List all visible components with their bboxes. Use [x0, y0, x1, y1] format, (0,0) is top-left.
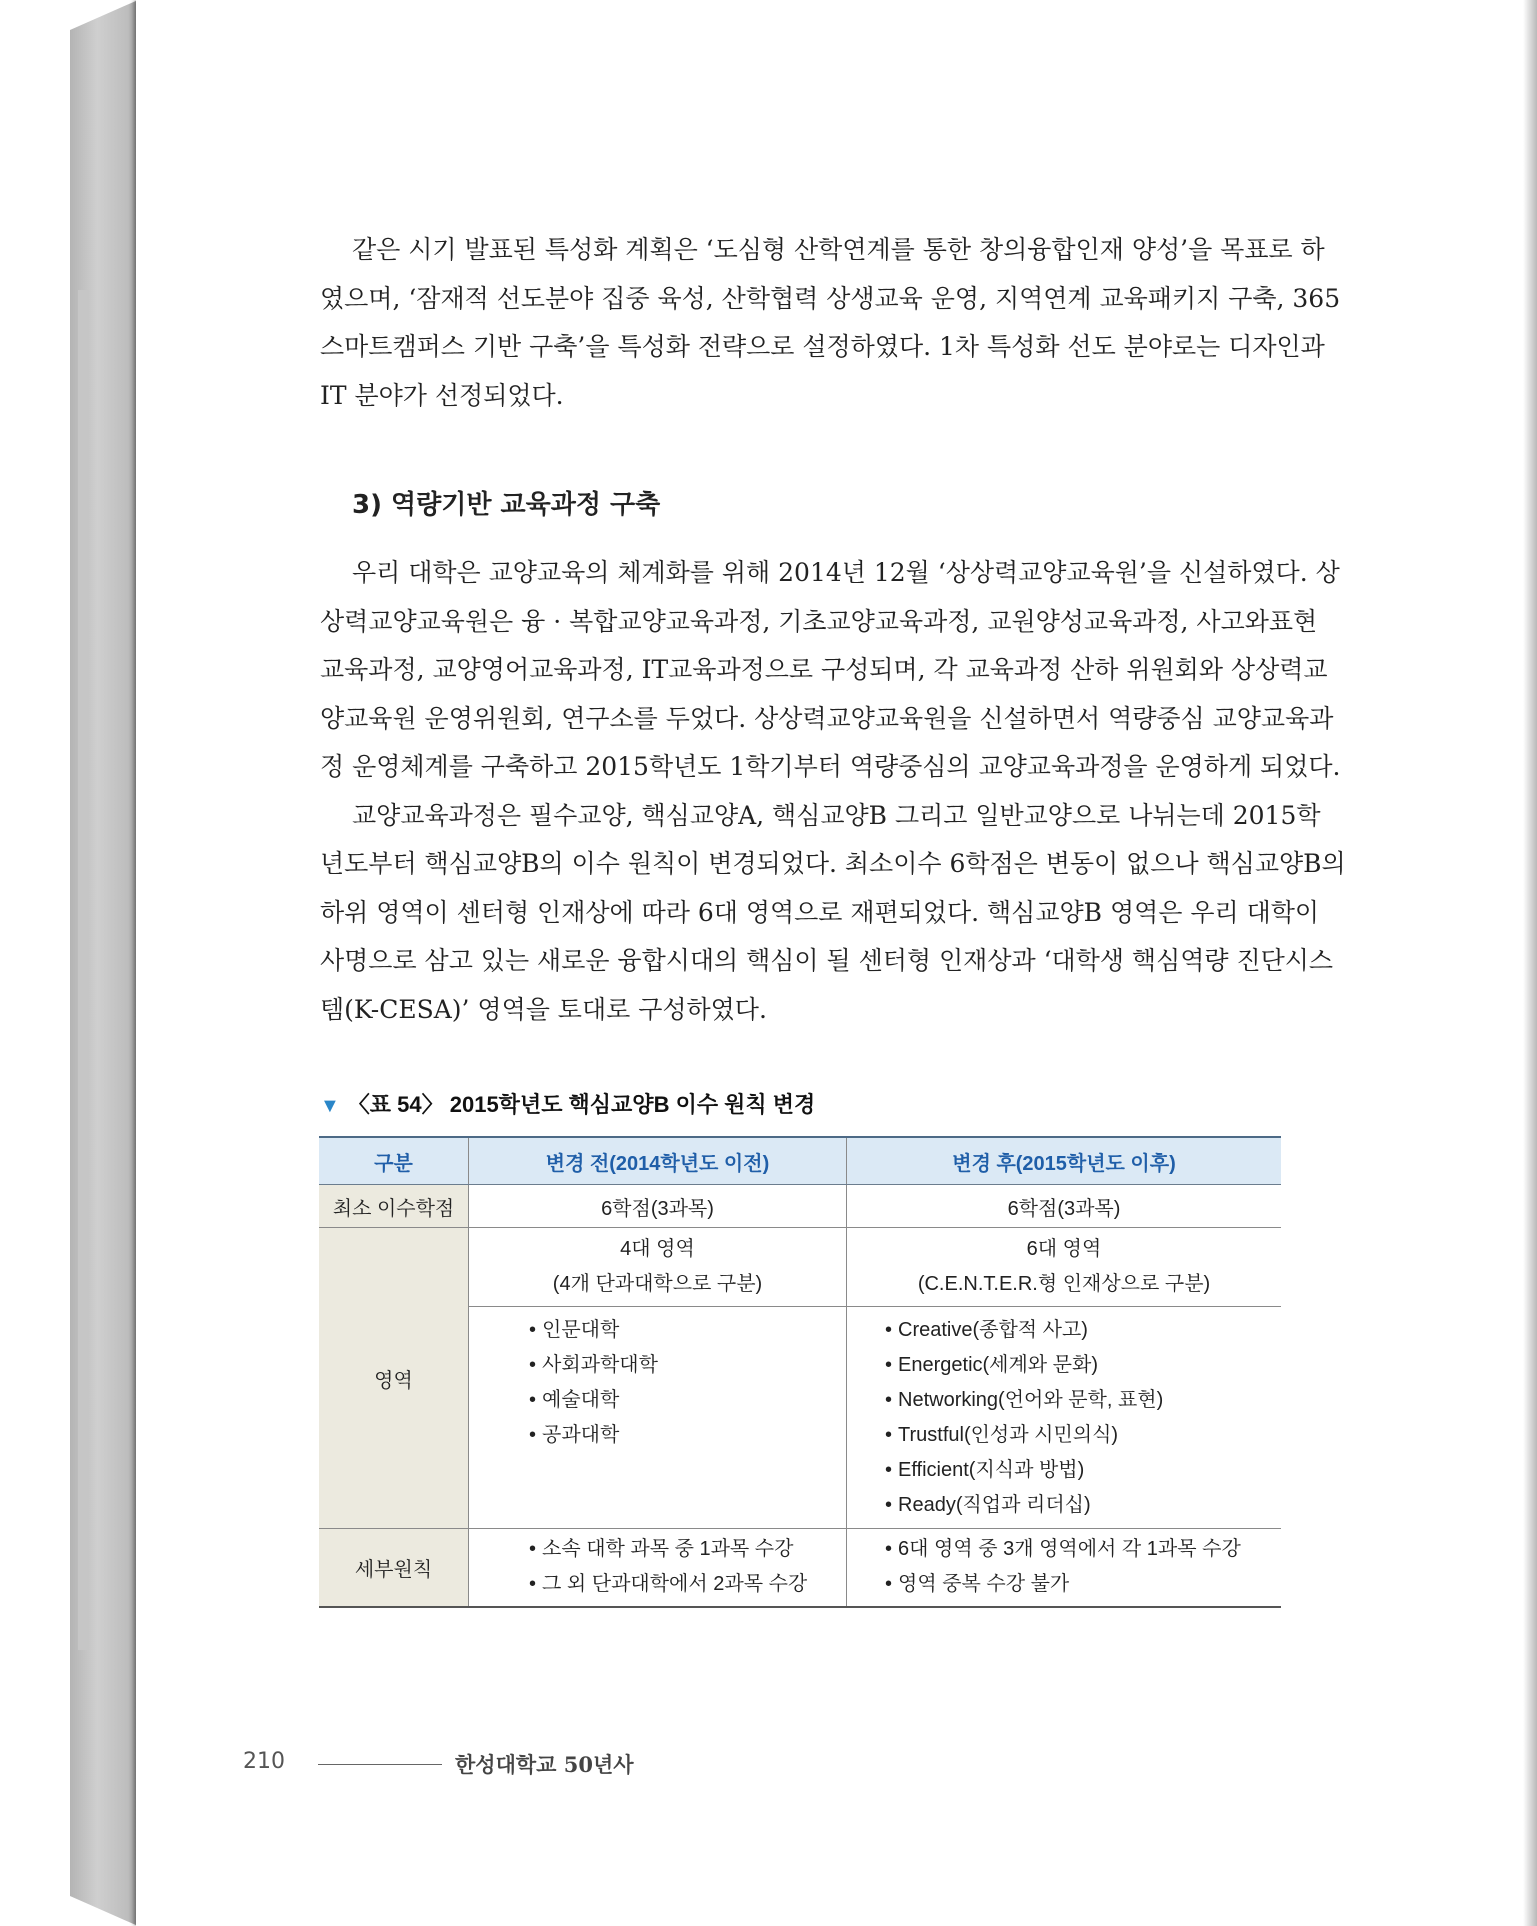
text-line: 교육과정, 교양영어교육과정, IT교육과정으로 구성되며, 각 교육과정 산하 위원회와 상상력교	[320, 655, 1328, 684]
table-cell	[469, 1228, 847, 1307]
table-cell	[469, 1529, 847, 1607]
table-cell	[847, 1307, 1282, 1529]
table-row	[319, 1185, 1281, 1228]
header-after: 변경 후(2015학년도 이후)	[847, 1137, 1282, 1185]
list-item: • Energetic(세계와 문화)	[885, 1348, 1281, 1383]
list-item: • Creative(종합적 사고)	[885, 1313, 1281, 1348]
page-number: 210	[243, 1749, 285, 1774]
section-paragraph	[320, 549, 1346, 1034]
table-caption	[320, 1088, 815, 1119]
table-cell: 6학점(3과목)	[469, 1185, 847, 1228]
text-line: 년도부터 핵심교양B의 이수 원칙이 변경되었다. 최소이수 6학점은 변동이 없으나 핵심교양B의	[320, 849, 1346, 878]
footer-divider	[318, 1764, 442, 1765]
list-item: • 사회과학대학	[529, 1348, 846, 1383]
triangle-down-icon: ▼	[320, 1095, 340, 1117]
bullet-list	[529, 1313, 846, 1453]
text-line: 우리 대학은 교양교육의 체계화를 위해 2014년 12월 ‘상상력교양교육원’을 신설하였다. 상	[352, 558, 1340, 587]
list-item: • 공과대학	[529, 1418, 846, 1453]
table-cell	[847, 1529, 1282, 1607]
list-item: • Efficient(지식과 방법)	[885, 1453, 1281, 1488]
list-item: • 6대 영역 중 3개 영역에서 각 1과목 수강	[885, 1532, 1281, 1567]
list-item: • Networking(언어와 문학, 표현)	[885, 1383, 1281, 1418]
text-line: 사명으로 삼고 있는 새로운 융합시대의 핵심이 될 센터형 인재상과 ‘대학생 핵심역량 진단시스	[320, 946, 1334, 975]
header-before: 변경 전(2014학년도 이전)	[469, 1137, 847, 1185]
credit-rule-table	[319, 1136, 1281, 1608]
table-row	[319, 1228, 1281, 1307]
bullet-list	[885, 1313, 1281, 1523]
cell-line: (C.E.N.T.E.R.형 인재상으로 구분)	[917, 1273, 1211, 1295]
bullet-list	[885, 1532, 1281, 1602]
text-line: 교양교육과정은 필수교양, 핵심교양A, 핵심교양B 그리고 일반교양으로 나뉘는데 2015학	[352, 800, 1321, 830]
list-item: • 소속 대학 과목 중 1과목 수강	[529, 1532, 846, 1567]
cell-line: 4대 영역	[620, 1238, 695, 1260]
book-edge-band	[78, 290, 88, 1650]
text-line: 였으며, ‘잠재적 선도분야 집중 육성, 산학협력 상생교육 운영, 지역연계 교육패키지 구축, 365	[320, 283, 1341, 313]
list-item: • 그 외 단과대학에서 2과목 수강	[529, 1567, 846, 1602]
list-item: • Ready(직업과 리더십)	[885, 1488, 1281, 1523]
text-line: IT 분야가 선정되었다.	[320, 380, 564, 410]
list-item: • 인문대학	[529, 1313, 846, 1348]
text-line: 같은 시기 발표된 특성화 계획은 ‘도심형 산학연계를 통한 창의융합인재 양성’을 목표로 하	[352, 235, 1325, 264]
list-item: • 예술대학	[529, 1383, 846, 1418]
table-cell: 6학점(3과목)	[847, 1185, 1282, 1228]
header-category: 구분	[319, 1137, 469, 1185]
page-shadow	[1523, 0, 1537, 1926]
table-cell	[469, 1307, 847, 1529]
row-label: 최소 이수학점	[319, 1185, 469, 1228]
book-title: 한성대학교 50년사	[455, 1752, 634, 1777]
text-line: 상력교양교육원은 융 · 복합교양교육과정, 기초교양교육과정, 교원양성교육과정, 사고와표현	[320, 606, 1318, 636]
table-title: 〈표 54〉 2015학년도 핵심교양B 이수 원칙 변경	[347, 1092, 816, 1117]
section-heading: 3) 역량기반 교육과정 구축	[352, 490, 661, 520]
table-cell	[847, 1228, 1282, 1307]
text-line: 정 운영체계를 구축하고 2015학년도 1학기부터 역량중심의 교양교육과정을 운영하게 되었다.	[320, 752, 1341, 781]
text-line: 하위 영역이 센터형 인재상에 따라 6대 영역으로 재편되었다. 핵심교양B 영역은 우리 대학이	[320, 897, 1320, 927]
table-row	[319, 1529, 1281, 1607]
row-label: 영역	[319, 1228, 469, 1529]
text-line: 템(K-CESA)’ 영역을 토대로 구성하였다.	[320, 994, 767, 1024]
table-header-row	[319, 1137, 1281, 1185]
text-line: 양교육원 운영위원회, 연구소를 두었다. 상상력교양교육원을 신설하면서 역량중심 교양교육과	[320, 703, 1334, 733]
bullet-list	[529, 1532, 846, 1602]
list-item: • 영역 중복 수강 불가	[885, 1567, 1281, 1602]
cell-line: (4개 단과대학으로 구분)	[552, 1273, 763, 1295]
row-label: 세부원칙	[319, 1529, 469, 1607]
intro-paragraph	[320, 226, 1341, 420]
list-item: • Trustful(인성과 시민의식)	[885, 1418, 1281, 1453]
text-line: 스마트캠퍼스 기반 구축’을 특성화 전략으로 설정하였다. 1차 특성화 선도 분야로는 디자인과	[320, 332, 1325, 361]
cell-line: 6대 영역	[1026, 1238, 1102, 1260]
